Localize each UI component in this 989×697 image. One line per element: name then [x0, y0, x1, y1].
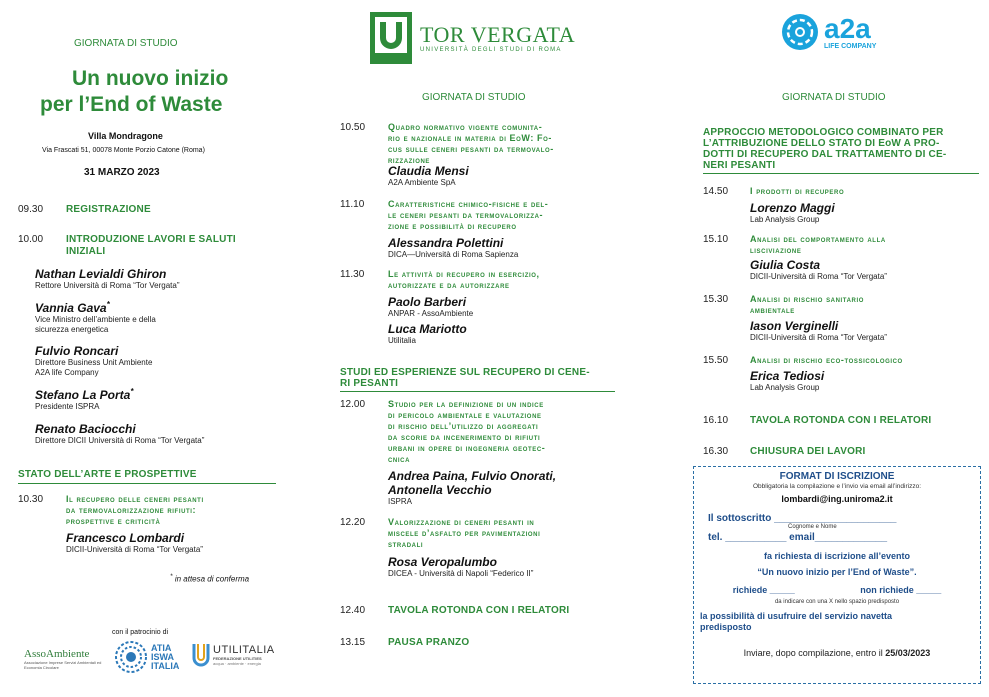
form-deadline: 25/03/2023 [885, 648, 931, 658]
speaker-name: Nathan Levialdi Ghiron [35, 267, 167, 281]
form-shuttle-yes-field[interactable]: richiede _____ [732, 585, 795, 595]
speaker-name: Paolo Barberi [388, 295, 467, 309]
registration-form [693, 466, 981, 684]
assoambiente-wordmark: AssoAmbiente [24, 648, 90, 660]
talk-title-line: prospettive e criticità [66, 516, 161, 526]
time-1050: 10.50 [340, 122, 366, 133]
a2a-sphere-icon [780, 12, 820, 52]
a2a-subtitle: LIFE COMPANY [824, 42, 877, 50]
time-1030: 10.30 [18, 494, 44, 505]
speaker-name: Fulvio Roncari [35, 344, 119, 358]
speaker-name: Antonella Vecchio [388, 483, 492, 497]
speaker-name: Alessandra Polettini [388, 236, 504, 250]
talk-title-line: Le attività di recupero in esercizio, [388, 269, 540, 279]
talk-title [388, 122, 618, 166]
speaker-entry [388, 295, 473, 319]
section-studies-line2: RI PESANTI [340, 378, 399, 389]
talk-title-line: di pericolo ambientale e valutazione [388, 410, 542, 420]
speaker-affiliation: DICII-Università di Roma “Tor Vergata” [750, 333, 887, 342]
speaker-name: Lorenzo Maggi [750, 201, 835, 215]
speaker-affiliation: A2A Ambiente SpA [388, 178, 456, 187]
form-shuttle-text2: predisposto [700, 622, 752, 632]
section-approach-line: DOTTI DI RECUPERO DAL TRATTAMENTO DI CE- [703, 149, 947, 160]
left-column [0, 0, 310, 697]
atia-text: ATIA [151, 642, 172, 653]
confirmation-note [170, 573, 249, 584]
talk-title-line: Studio per la definizione di un indice [388, 399, 544, 409]
speaker-entry [66, 531, 203, 555]
talk-title [388, 517, 620, 550]
talk-title-line: Caratteristiche chimico-fisiche e del- [388, 199, 549, 209]
time-1220: 12.20 [340, 517, 366, 528]
session-intro-line1: INTRODUZIONE LAVORI E SALUTI [66, 234, 236, 245]
speaker-name: Iason Verginelli [750, 319, 839, 333]
form-contact-fields[interactable]: tel. ___________ email_____________ [708, 532, 888, 543]
speaker-entry [388, 164, 469, 188]
speaker-affiliation: Vice Ministro dell’ambiente e della [35, 315, 156, 324]
form-send-instruction: Inviare, dopo compilazione, entro il [743, 648, 883, 658]
time-1240: 12.40 [340, 605, 366, 616]
session-intro-line2: INIZIALI [66, 246, 106, 257]
speaker-entry [35, 267, 180, 291]
form-email[interactable]: lombardi@ing.uniroma2.it [781, 494, 893, 504]
section-state-of-art: STATO DELL’ARTE E PROSPETTIVE [18, 469, 276, 484]
note-text: in attesa di conferma [174, 574, 250, 584]
event-title-line1: Un nuovo inizio [72, 67, 229, 90]
venue: Villa Mondragone [88, 131, 163, 141]
speaker-affiliation: Lab Analysis Group [750, 383, 820, 392]
section-approach-line: L’ATTRIBUZIONE DELLO STATO DI EoW A PRO- [703, 138, 940, 149]
university-subtitle: UNIVERSITÀ DEGLI STUDI DI ROMA [420, 47, 562, 53]
talk-title-line: cnica [388, 454, 410, 464]
utilitalia-logo [192, 642, 275, 668]
speaker-entry [388, 236, 518, 260]
speaker-name: Stefano La Porta [35, 388, 131, 402]
speaker-name: Luca Mariotto [388, 322, 467, 336]
tor-vergata-shield-icon [370, 12, 412, 64]
talk-title-line: zione e possibilità di recupero [388, 221, 517, 231]
right-column [690, 0, 989, 697]
speaker-affiliation: Lab Analysis Group [750, 215, 820, 224]
session-intro [66, 234, 236, 258]
speaker-entry [750, 369, 824, 393]
utilitalia-subtext: FEDERAZIONE UTILITIES [213, 656, 262, 661]
time-1510: 15.10 [703, 234, 729, 245]
speaker-entry [35, 422, 204, 446]
event-title-line2: per l’End of Waste [40, 93, 223, 116]
talk-title-line: Analisi di rischio sanitario [750, 294, 865, 304]
form-title: FORMAT DI ISCRIZIONE [779, 471, 895, 482]
form-name-hint: Cognome e Nome [788, 524, 837, 530]
talk-title-line: lisciviazione [750, 245, 802, 255]
talk-title-line: stradali [388, 539, 424, 549]
speaker-affiliation: Utilitalia [388, 336, 417, 345]
talk-title [66, 494, 266, 527]
session-round-table: TAVOLA ROTONDA CON I RELATORI [750, 415, 932, 426]
talk-title-line: urbani in opere di ingegneria geotec- [388, 443, 546, 453]
speaker-entry [750, 319, 887, 343]
speaker-name: Claudia Mensi [388, 164, 469, 178]
session-closing: CHIUSURA DEI LAVORI [750, 446, 866, 457]
speaker-entry [35, 300, 156, 335]
middle-column [330, 0, 630, 697]
talk-title [388, 269, 618, 291]
time-1130: 11.30 [340, 269, 365, 280]
speaker-name: Erica Tediosi [750, 369, 825, 383]
speaker-name: Renato Baciocchi [35, 422, 136, 436]
tor-vergata-logo [370, 12, 575, 64]
form-shuttle-no-field[interactable]: non richiede _____ [860, 585, 942, 595]
a2a-wordmark: a2a [824, 12, 871, 44]
time-1110: 11.10 [340, 199, 365, 210]
speaker-affiliation: ISPRA [388, 497, 413, 506]
section-studies-line1: STUDI ED ESPERIENZE SUL RECUPERO DI CENE- [340, 367, 590, 378]
speaker-affiliation: sicurezza energetica [35, 325, 109, 334]
speaker-affiliation: Direttore Business Unit Ambiente [35, 358, 153, 367]
unconfirmed-asterisk: * [106, 300, 110, 309]
talk-title-line: Quadro normativo vigente comunita- [388, 122, 543, 132]
speaker-affiliation: DICA—Università di Roma Sapienza [388, 250, 519, 259]
section-approach [703, 127, 979, 174]
speaker-entry [388, 322, 467, 346]
talk-title [388, 199, 618, 232]
assoambiente-subtext: Associazione Imprese Servizi Ambientali ed Economia Circolare [24, 660, 102, 670]
university-name: TOR VERGATA [420, 22, 576, 47]
italia-text: ITALIA [151, 660, 180, 671]
speaker-entry [388, 555, 533, 579]
session-lunch: PAUSA PRANZO [388, 637, 470, 648]
study-day-label: GIORNATA DI STUDIO [782, 92, 886, 103]
a2a-logo [780, 12, 876, 52]
talk-title: Analisi di rischio eco-tossicologico [750, 355, 903, 365]
speaker-affiliation: DICEA - Università di Napoli “Federico II” [388, 569, 534, 578]
unconfirmed-asterisk: * [130, 387, 134, 396]
speaker-entry [750, 258, 887, 282]
speaker-name: Giulia Costa [750, 258, 821, 272]
section-approach-line: APPROCCIO METODOLOGICO COMBINATO PER [703, 127, 944, 138]
form-shuttle-text: la possibilità di usufruire del servizio navetta [700, 611, 893, 621]
utilitalia-subtext2: acqua · ambiente · energia [213, 661, 261, 666]
time-1315: 13.15 [340, 637, 366, 648]
talk-title-line: Il recupero delle ceneri pesanti [66, 494, 204, 504]
talk-title-line: autorizzate e da autorizzare [388, 280, 510, 290]
speaker-entry [750, 201, 835, 225]
talk-title-line: cus sulle ceneri pesanti da termovalo- [388, 144, 554, 154]
form-undersigned-field[interactable]: Il sottoscritto ______________________ [708, 513, 897, 524]
talk-title [388, 399, 620, 465]
time-1630: 16.30 [703, 446, 729, 457]
time-1000: 10.00 [18, 234, 44, 245]
time-1450: 14.50 [703, 186, 729, 197]
assoambiente-logo [24, 648, 108, 670]
talk-title-line: da termovalorizzazione rifiuti: [66, 505, 197, 515]
speaker-entry [388, 469, 556, 507]
note-asterisk: * [170, 573, 173, 580]
time-1550: 15.50 [703, 355, 729, 366]
talk-title-line: miscele d’asfalto per pavimentazioni [388, 528, 541, 538]
event-date: 31 MARZO 2023 [84, 167, 160, 178]
talk-title-line: Valorizzazione di ceneri pesanti in [388, 517, 535, 527]
talk-title-line: di rischio dell’utilizzo di aggregati [388, 421, 539, 431]
utilitalia-u-icon [192, 642, 210, 668]
session-registration: REGISTRAZIONE [66, 204, 151, 215]
section-studies [340, 367, 615, 392]
study-day-label: GIORNATA DI STUDIO [74, 38, 178, 49]
talk-title-line: le ceneri pesanti da termovalorizza- [388, 210, 544, 220]
talk-title-line: da scorie da incenerimento di rifiuti [388, 432, 541, 442]
speaker-name: Francesco Lombardi [66, 531, 185, 545]
speaker-affiliation: Presidente ISPRA [35, 402, 100, 411]
speaker-affiliation: DICII-Università di Roma “Tor Vergata” [66, 545, 203, 554]
time-1200: 12.00 [340, 399, 366, 410]
time-1610: 16.10 [703, 415, 729, 426]
patronage-label: con il patrocinio di [112, 629, 169, 636]
utilitalia-wordmark: UTILITALIA [213, 644, 275, 656]
form-event-name: “Un nuovo inizio per l’End of Waste”. [757, 567, 917, 577]
form-request: fa richiesta di iscrizione all’evento [763, 551, 911, 561]
talk-title-line: Analisi del comportamento alla [750, 234, 886, 244]
talk-title-line: rio e nazionale in materia di EoW: Fo- [388, 133, 553, 143]
study-day-label: GIORNATA DI STUDIO [422, 92, 526, 103]
time-0930: 09.30 [18, 204, 44, 215]
iswa-text: ISWA [151, 651, 175, 662]
venue-address: Via Frascati 51, 00078 Monte Porzio Catone (Roma) [42, 147, 205, 154]
atia-globe-icon [114, 640, 148, 674]
speaker-name: Rosa Veropalumbo [388, 555, 497, 569]
event-title [40, 66, 228, 118]
talk-title [750, 294, 864, 316]
speaker-affiliation: Rettore Università di Roma “Tor Vergata” [35, 281, 180, 290]
speaker-entry [35, 387, 133, 412]
speaker-name: Vannia Gava [35, 301, 107, 315]
speaker-affiliation: DICII-Università di Roma “Tor Vergata” [750, 272, 887, 281]
session-round-table: TAVOLA ROTONDA CON I RELATORI [388, 605, 570, 616]
section-approach-line: NERI PESANTI [703, 160, 776, 171]
talk-title: I prodotti di recupero [750, 186, 845, 196]
speaker-name: Andrea Paina, Fulvio Onorati, [388, 469, 557, 483]
atia-iswa-logo [114, 640, 179, 674]
talk-title [750, 234, 886, 256]
form-mandatory-note: Obbligatoria la compilazione e l’invio via email all’indirizzo: [753, 483, 921, 490]
speaker-affiliation: A2A life Company [35, 368, 99, 377]
speaker-affiliation: ANPAR - AssoAmbiente [388, 309, 474, 318]
talk-title-line: rizzazione [388, 155, 430, 165]
form-indicate-note: da indicare con una X nello spazio predisposto [774, 599, 900, 605]
speaker-affiliation: Direttore DICII Università di Roma “Tor Vergata” [35, 436, 205, 445]
time-1530: 15.30 [703, 294, 729, 305]
talk-title-line: ambientale [750, 305, 795, 315]
speaker-entry [35, 344, 152, 378]
